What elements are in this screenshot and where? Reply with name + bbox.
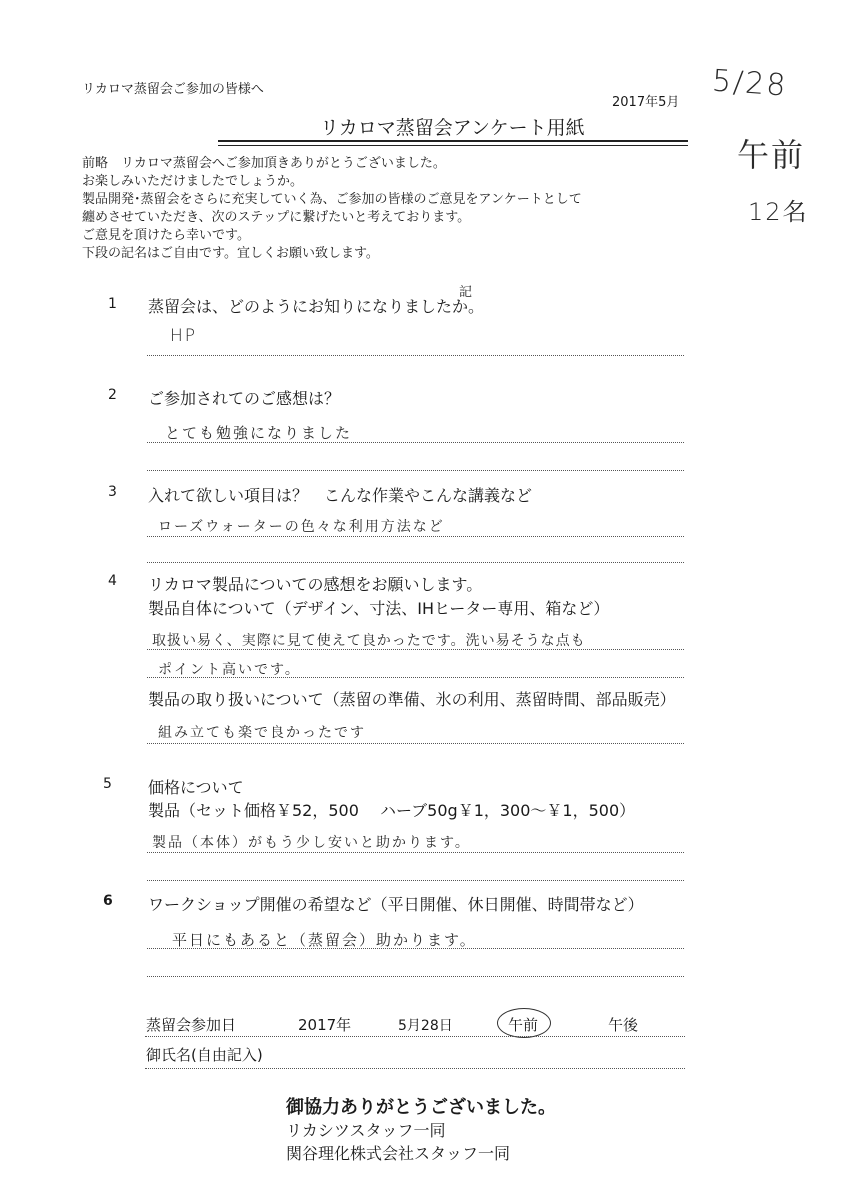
q4-sub1: 製品自体について（デザイン、寸法、IHヒーター専用、箱など） xyxy=(148,599,610,618)
attendance-year: 2017年 xyxy=(298,1016,352,1034)
q6-answer-line-2 xyxy=(147,976,684,977)
q4-answer-line-3 xyxy=(147,743,684,744)
q4-sub2: 製品の取り扱いについて（蒸留の準備、氷の利用、蒸留時間、部品販売） xyxy=(148,690,676,709)
attendance-label: 蒸留会参加日 xyxy=(146,1016,237,1034)
q3-answer-line-1 xyxy=(147,536,684,537)
form-title: リカロマ蒸留会アンケート用紙 xyxy=(320,117,585,139)
intro-line: 製品開発･蒸留会をさらに充実していく為、ご参加の皆様のご意見をアンケートとして xyxy=(82,192,582,207)
am-circle-mark xyxy=(497,1008,551,1038)
q5-answer: 製品（本体）がもう少し安いと助かります。 xyxy=(152,835,471,851)
q2-answer-line-1 xyxy=(147,442,684,443)
q4-answer-line-1 xyxy=(147,649,684,650)
title-underline-bottom xyxy=(218,145,688,146)
intro-line: 下段の記名はご自由です。宜しくお願い致します。 xyxy=(82,246,379,261)
name-label: 御氏名(自由記入) xyxy=(146,1046,263,1064)
greeting: リカロマ蒸留会ご参加の皆様へ xyxy=(82,82,264,97)
footer-thanks: 御協力ありがとうございました。 xyxy=(286,1097,556,1118)
handwritten-session: 午前 xyxy=(737,136,806,174)
q2-answer-line-2 xyxy=(147,470,684,471)
q1-number: 1 xyxy=(108,296,117,312)
q5-answer-line-1 xyxy=(147,852,684,853)
q5-answer-line-2 xyxy=(147,880,684,881)
q1-answer-line xyxy=(147,355,684,356)
q3-answer: ローズウォーターの色々な利用方法など xyxy=(158,519,445,535)
q2-answer: とても勉強になりました xyxy=(165,424,353,442)
q1-text: 蒸留会は、どのようにお知りになりましたか。 xyxy=(148,297,485,316)
q6-number: 6 xyxy=(103,893,113,909)
intro-line: ご意見を頂けたら幸いです。 xyxy=(82,228,250,243)
q6-text: ワークショップ開催の希望など（平日開催、休日開催、時間帯など） xyxy=(148,895,644,914)
footer-staff-1: リカシツスタッフ一同 xyxy=(286,1121,446,1140)
q4-answer-line-2 xyxy=(147,677,684,678)
handwritten-count: 12名 xyxy=(748,198,809,226)
q2-text: ご参加されてのご感想は？ xyxy=(148,389,341,408)
q5-number: 5 xyxy=(103,776,112,792)
q5-text: 価格について xyxy=(148,778,244,797)
q4-text: リカロマ製品についての感想をお願いします。 xyxy=(148,575,483,594)
form-date: 2017年5月 xyxy=(612,95,680,110)
q4-number: 4 xyxy=(108,573,117,589)
intro-line: 纏めさせていただき、次のステップに繋げたいと考えております。 xyxy=(82,210,471,225)
name-line xyxy=(145,1068,685,1069)
footer-staff-2: 関谷理化株式会社スタッフ一同 xyxy=(286,1144,511,1163)
q4-answer1a: 取扱い易く、実際に見て使えて良かったです。洗い易そうな点も xyxy=(152,633,586,649)
q4-answer2: 組み立ても楽で良かったです xyxy=(158,725,366,741)
attendance-day: 5月28日 xyxy=(398,1018,453,1034)
q3-text: 入れて欲しい項目は？ こんな作業やこんな講義など xyxy=(148,486,533,505)
q1-answer: HP xyxy=(170,326,198,346)
ki-mark: 記 xyxy=(459,285,473,300)
q2-number: 2 xyxy=(108,387,117,403)
intro-line: 前略 リカロマ蒸留会へご参加頂きありがとうございました。 xyxy=(82,156,446,171)
attendance-am: 午前 xyxy=(508,1016,539,1034)
q3-number: 3 xyxy=(108,484,117,500)
intro-line: お楽しみいただけましたでしょうか。 xyxy=(82,174,304,189)
attendance-pm: 午後 xyxy=(608,1016,639,1034)
attendance-line xyxy=(145,1036,685,1037)
q6-answer: 平日にもあると（蒸留会）助かります。 xyxy=(172,931,477,949)
q6-answer-line-1 xyxy=(147,948,684,949)
q4-answer1b: ポイント高いです。 xyxy=(158,662,301,678)
q5-sub: 製品（セット価格￥52，500 ハーブ50g￥1，300～￥1，500） xyxy=(148,801,636,820)
handwritten-date: 5/28 xyxy=(710,63,789,104)
title-underline-top xyxy=(218,140,688,142)
q3-answer-line-2 xyxy=(147,562,684,563)
